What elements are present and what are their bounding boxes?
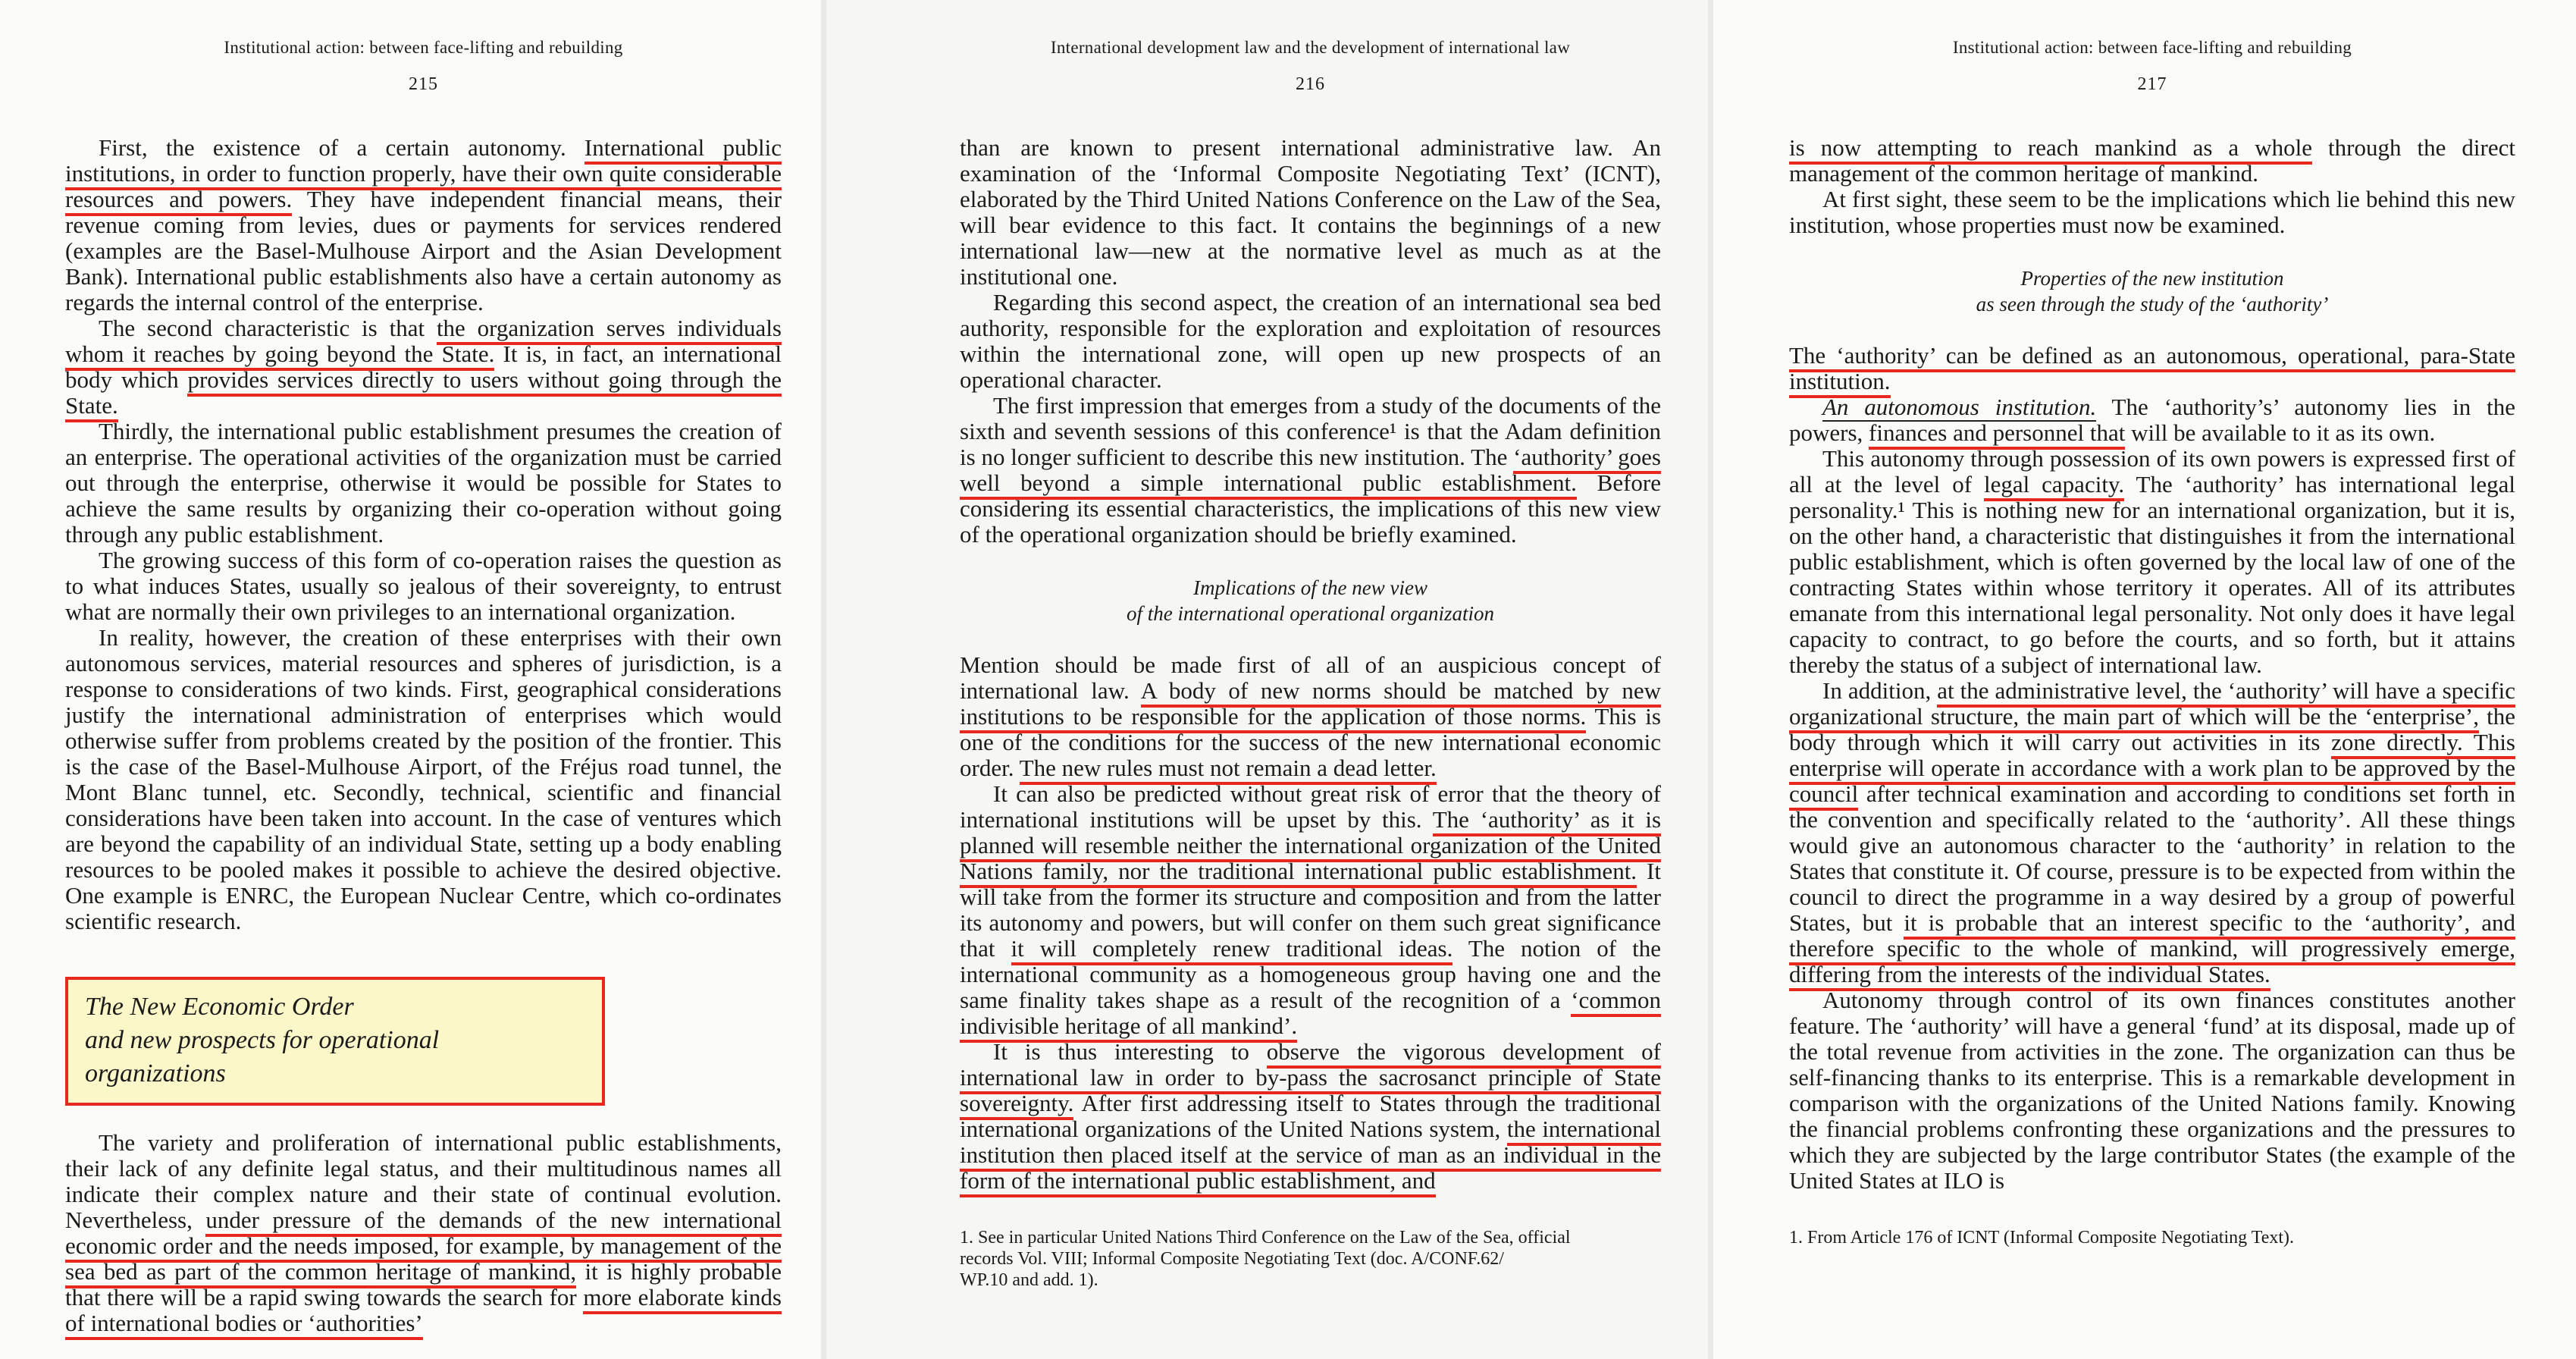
- footnote: [1789, 1227, 2515, 1248]
- section-heading-box: [65, 977, 605, 1106]
- paragraph: [960, 393, 1661, 548]
- body-text: [65, 135, 782, 1336]
- text-run: Regarding this second aspect, the creation of an international sea bed authority, responsible for the exploration and exploitation of resources within the international zone, will open up new prospects of an operational character.: [960, 289, 1661, 393]
- paragraphs: [65, 1130, 782, 1336]
- page-215: [0, 0, 821, 1359]
- text-run: After first addressing itself to States through the traditional international organizations of the United Nations system,: [960, 1090, 1661, 1142]
- paragraph: [1789, 394, 2515, 446]
- highlighted-text: under pressure of the demands of the new international economic order and the needs imposed, for example, by management of the sea bed as part of the common heritage of mankind,: [65, 1207, 782, 1288]
- page-number: 217: [2137, 74, 2167, 94]
- text-run: through the direct management of the common heritage of mankind.: [1789, 134, 2515, 187]
- paragraphs: [960, 135, 1661, 548]
- highlighted-text: provides services directly to users without going through the State.: [65, 366, 782, 422]
- footnote-line: 1. See in particular United Nations Third Conference on the Law of the Sea, official: [960, 1228, 1571, 1248]
- text-run: They have independent financial means, their revenue coming from levies, dues or payments for services rendered (examples are the Basel-Mulhouse Airport and the Asian Development Bank). International public establishments also have a certain autonomy as regards the internal control of the enterprise.: [65, 186, 782, 315]
- highlighted-text: it will completely renew traditional ideas.: [1011, 935, 1453, 965]
- text-run: than are known to present international administrative law. An examination of the ‘Informal Composite Negotiating Text’ (ICNT), elaborated by the Third United Nations Conference on the Law of the Sea, will bear evidence to this fact. It contains the beginnings of a new international law—new at the normative level as much as at the institutional one.: [960, 134, 1661, 290]
- page-number: 215: [409, 74, 438, 94]
- paragraph: [960, 290, 1661, 393]
- text-run: will be available to it as its own.: [2125, 419, 2436, 446]
- paragraph: [960, 1039, 1661, 1194]
- highlighted-text: zone directly. This enterprise will operate in accordance with a work plan to be approved by the council: [1789, 729, 2515, 811]
- footnote-line: WP.10 and add. 1).: [960, 1270, 1098, 1290]
- page-gutter: [1708, 0, 1713, 1359]
- text-run: Mention should be made first of all of an auspicious concept of international law.: [960, 651, 1661, 704]
- footnote-line: 1. From Article 176 of ICNT (Informal Composite Negotiating Text).: [1789, 1228, 2294, 1248]
- paragraph: [1789, 187, 2515, 238]
- text-run: It is thus interesting to: [993, 1038, 1267, 1065]
- highlighted-text: the organization serves individuals whom it reaches by going beyond the State.: [65, 315, 782, 371]
- text-run: In addition,: [1822, 677, 1938, 704]
- text-run: This is one of the conditions for the success of the new international economic order.: [960, 703, 1661, 781]
- paragraph: [960, 781, 1661, 1039]
- section-heading-line: Properties of the new institution: [2020, 267, 2284, 290]
- section-heading-line: of the international operational organization: [1127, 602, 1494, 625]
- text-run: after technical examination and according to conditions set forth in the convention and specifically related to the ‘authority’. All these things would give an autonomous character to the ‘authority’ in relation to the States that constitute it. Of course, pressure is to be expected from within the council to direct the programme in a way desired by a group of powerful States, but: [1789, 780, 2515, 936]
- text-run: The first impression that emerges from a study of the documents of the sixth and seventh sessions of this conference¹ is that the Adam definition is no longer sufficient to describe this new institution. The: [960, 392, 1661, 470]
- page-gutter: [821, 0, 826, 1359]
- text-run: the body through which it will carry out activities in its: [1789, 703, 2515, 755]
- paragraph: [960, 652, 1661, 781]
- highlighted-text: The new rules must not remain a dead letter.: [1020, 755, 1437, 785]
- paragraph: [65, 625, 782, 934]
- section-heading-line: The New Economic Order: [85, 993, 354, 1021]
- highlighted-text: International public institutions, in order to function properly, have their own quite considerable resources and powers.: [65, 134, 782, 216]
- text-run: The ‘authority’s’ autonomy lies in the powers,: [1789, 394, 2515, 446]
- paragraph: [1789, 678, 2515, 987]
- text-run: It will take from the former its structure and composition and from the latter its autonomy and powers, but will confer on them such great significance that: [960, 858, 1661, 962]
- text-run: It is, in fact, an international body which: [65, 341, 782, 393]
- paragraph: [1789, 446, 2515, 678]
- paragraphs: [960, 652, 1661, 1194]
- highlighted-text: A body of new norms should be matched by new institutions to be responsible for the application of those norms.: [960, 677, 1661, 733]
- page-number: 216: [1296, 74, 1325, 94]
- footnote-line: records Vol. VIII; Informal Composite Negotiating Text (doc. A/CONF.62/: [960, 1249, 1504, 1269]
- paragraph: [1789, 987, 2515, 1194]
- text-run: In reality, however, the creation of these enterprises with their own autonomous services, material resources and spheres of jurisdiction, is a response to considerations of two kinds. First, geographical considerations justify the international administration of enterprises which would otherwise suffer from problems created by the position of the frontier. This is the case of the Basel-Mulhouse Airport, of the Fréjus road tunnel, the Mont Blanc tunnel, etc. Secondly, technical, scientific and financial considerations have been taken into account. In the case of ventures which are beyond the capability of an individual State, setting up a body enabling resources to be pooled makes it possible to achieve the desired objective. One example is ENRC, the European Nuclear Centre, which co-ordinates scientific research.: [65, 624, 782, 934]
- paragraph: [65, 1130, 782, 1336]
- paragraph: [1789, 343, 2515, 394]
- section-heading-line: Implications of the new view: [1193, 576, 1427, 599]
- text-run: Thirdly, the international public establishment presumes the creation of an enterprise. The operational activities of the organization must be carried out through the enterprise, otherwise it would be possible for States to achieve the same results by organizing their co-operation without going through any public establishment.: [65, 418, 782, 548]
- page-216: [826, 0, 1708, 1359]
- text-run: Autonomy through control of its own finances constitutes another feature. The ‘authority’ will have a general ‘fund’ at its disposal, made up of the total revenue from activities in the zone. The organization can thus be self-financing thanks to its enterprise. This is a remarkable development in comparison with the organizations of the United Nations family. Knowing the financial problems confronting these organizations and the pressures to which they are subjected by the large contributor States (the example of the United States at ILO is: [1789, 987, 2515, 1194]
- paragraphs: [65, 135, 782, 934]
- highlighted-text: observe the vigorous development of international law in order to by-pass the sacrosanct principle of State sovereignty.: [960, 1038, 1661, 1120]
- running-head: International development law and the development of international law: [1050, 38, 1571, 57]
- paragraph: [65, 135, 782, 315]
- paragraph: [65, 419, 782, 548]
- section-heading: [1789, 265, 2515, 317]
- body-text: [1789, 135, 2515, 1248]
- running-head: Institutional action: between face-lifting and rebuilding: [1952, 38, 2352, 57]
- highlighted-text: the international institution then placed itself at the service of man as an individual in the form of the international public establishment, and: [960, 1116, 1661, 1197]
- highlighted-text: it is probable that an interest specific to the ‘authority’, and therefore specific to the whole of mankind, will progressively emerge, differing from the interests of the individual States.: [1789, 909, 2515, 991]
- underlined-heading: An autonomous institution.: [1822, 394, 2097, 420]
- paragraph: [65, 315, 782, 419]
- highlighted-text: at the administrative level, the ‘authority’ will have a specific organizational structure, the main part of which will be the ‘enterprise’,: [1789, 677, 2515, 733]
- page-217: [1713, 0, 2576, 1359]
- highlighted-text: The ‘authority’ can be defined as an autonomous, operational, para-State institution.: [1789, 342, 2515, 398]
- text-run: The second characteristic is that: [99, 315, 437, 341]
- highlighted-text: is now attempting to reach mankind as a whole: [1789, 134, 2312, 165]
- body-text: [960, 135, 1661, 1291]
- running-head: Institutional action: between face-lifting and rebuilding: [224, 38, 623, 57]
- footnote: [960, 1227, 1661, 1291]
- section-heading-line: and new prospects for operational organizations: [85, 1026, 440, 1088]
- text-run: it is highly probable that there will be a rapid swing towards the search for: [65, 1258, 782, 1310]
- text-run: At first sight, these seem to be the implications which lie behind this new institution, whose properties must now be examined.: [1789, 186, 2515, 238]
- highlighted-text: ‘common indivisible heritage of all mankind’.: [960, 987, 1661, 1043]
- highlighted-text: ‘authority’ goes well beyond a simple international public establishment.: [960, 444, 1661, 500]
- highlighted-text: more elaborate kinds of international bodies or ‘authorities’: [65, 1284, 782, 1340]
- text-run: The ‘authority’ has international legal personality.¹ This is nothing new for an international organization, but it is, on the other hand, a characteristic that distinguishes it from the international public establishment, which is often governed by the local law of one of the contracting States within whose territory it operates. All of its attributes emanate from this international legal personality. Not only does it have legal capacity to contract, to go before the courts, and so forth, but it attains thereby the status of a subject of international law.: [1789, 471, 2515, 678]
- text-run: Before considering its essential characteristics, the implications of this new view of the operational organization should be briefly examined.: [960, 469, 1662, 548]
- text-run: It can also be predicted without great risk of error that the theory of international institutions will be upset by this.: [960, 780, 1661, 833]
- paragraphs: [1789, 343, 2515, 1194]
- paragraph: [960, 135, 1661, 290]
- highlighted-text: finances and personnel that: [1869, 419, 2125, 450]
- paragraph: [65, 548, 782, 625]
- text-run: This autonomy through possession of its own powers is expressed first of all at the level of: [1789, 445, 2515, 497]
- text-run: First, the existence of a certain autonomy.: [99, 134, 584, 161]
- text-run: The growing success of this form of co-operation raises the question as to what induces States, usually so jealous of their sovereignty, to entrust what are normally their own privileges to an international organization.: [65, 547, 782, 625]
- highlighted-text: The ‘authority’ as it is planned will resemble neither the international organization of the United Nations family, nor the traditional international public establishment.: [960, 806, 1661, 888]
- section-heading: [960, 575, 1661, 626]
- paragraphs: [1789, 135, 2515, 238]
- highlighted-text: legal capacity.: [1984, 471, 2124, 501]
- text-run: The notion of the international community as a homogeneous group having one and the same finality takes shape as a result of the recognition of a: [960, 935, 1661, 1013]
- text-run: The variety and proliferation of international public establishments, their lack of any definite legal status, and their multitudinous names all indicate their complex nature and their state of continual evolution. Nevertheless,: [65, 1129, 782, 1233]
- section-heading-line: as seen through the study of the ‘authority’: [1976, 293, 2329, 315]
- paragraph: [1789, 135, 2515, 187]
